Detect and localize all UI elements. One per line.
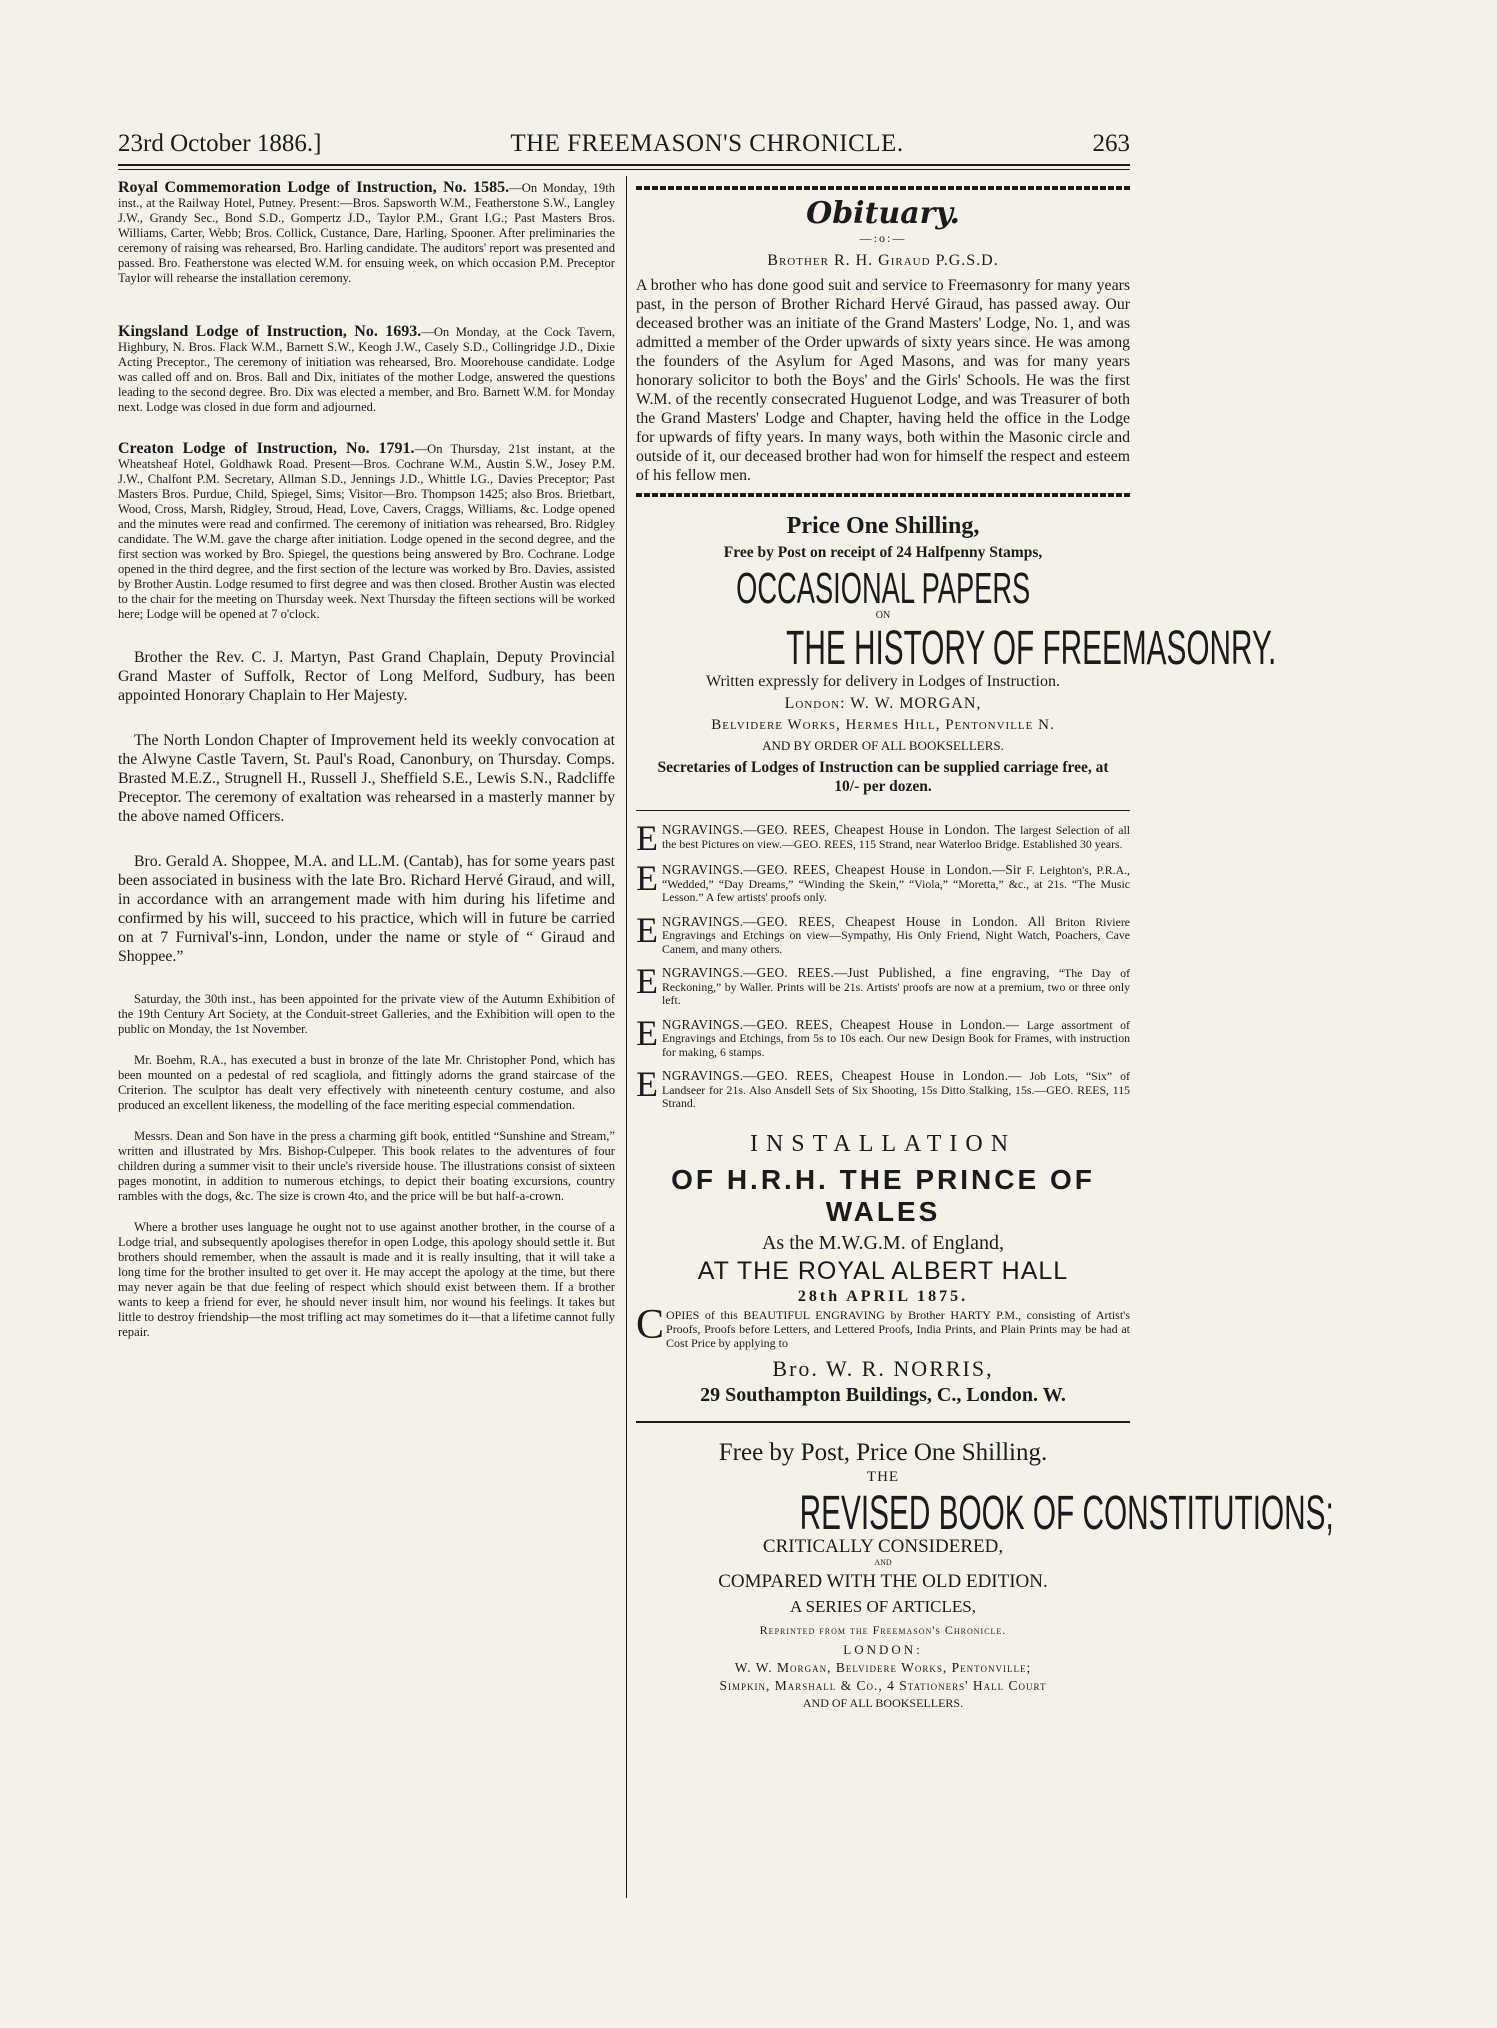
op-title-occasional: OCCASIONAL PAPERS: [735, 564, 1031, 613]
issue-date: 23rd October 1886.]: [118, 130, 322, 157]
shoppee-paragraph: Bro. Gerald A. Shoppee, M.A. and LL.M. (Cantab), has for some years past been associated in business with the late Bro. Richard Hervé Giraud, and will, in accordance with an arrangement made with him during his lifetime and confirmed by his will, succeed to his practice, which will in future be carried on at 7 Furnival's-inn, London, under the name or style of “ Giraud and Shoppee.”: [118, 853, 615, 965]
rb-compared: COMPARED WITH THE OLD EDITION.: [718, 1570, 1048, 1592]
op-title-history: THE HISTORY OF FREEMASONRY.: [786, 622, 1277, 675]
apology-paragraph: Where a brother uses language he ought not to use against another brother, in the course of a Lodge trial, and subsequently apologises therefor in open Lodge, this apology should settle it. But brothers should remember, when the assault is made and it is really insulting, that it will take a long time for the brother insulted to get over it. He may accept the apology at the time, but there may never again be that due feeling of respect which should exist between them. If a brother wants to keep a friend for ever, he should never insult him, nor wound his feelings. It takes but little to destroy friendship—the most trifling act may sometimes do it—that a lifetime cannot fully repair.: [118, 1220, 615, 1339]
page-number: 263: [1092, 130, 1130, 157]
engraving-ad: E NGRAVINGS.—GEO. REES, Cheapest House in London. The largest Selection of all the best Pictures on view.—GEO. REES, 115 Strand, near Waterloo Bridge. Established 30 years.: [636, 818, 1130, 858]
boehm-paragraph: Mr. Boehm, R.A., has executed a bust in bronze of the late Mr. Christopher Pond, which has been mounted on a pedestal of red scagliola, and fittingly adorns the grand staircase of the Criterion. The sculptor has dealt very effectively with nineteenth century costume, and also produced an excellent likeness, the modelling of the face meriting especial commendation.: [118, 1053, 615, 1112]
kingsland-lodge-report: [118, 324, 615, 415]
obituary-body: A brother who has done good suit and service to Freemasonry for many years past, in the person of Brother Richard Hervé Giraud, has passed away. Our deceased brother was an initiate of the Grand Masters' Lodge, No. 1, and was admitted a member of the Order upwards of sixty years since. He was among the founders of the Asylum for Aged Masons, and was for many years honorary solicitor to both the Boys' and the Girls' Schools. He was the first W.M. of the recently consecrated Huguenot Lodge, and was Treasurer of both the Grand Masters' Lodge and Chapter, having held the office in the Lodge for upwards of fifty years. In many ways, both within the Masonic circle and outside of it, our deceased brother had won for himself the respect and esteem of his fellow men.: [636, 277, 1130, 484]
rb-simpkin: Simpkin, Marshall & Co., 4 Stationers' Hall Court: [719, 1677, 1047, 1693]
engraving-ad: E NGRAVINGS.—GEO. REES, Cheapest House in London.— Job Lots, “Six” of Landseer for 21s. Also Ansdell Sets of Six Shooting, 15s Ditto Stalking, 15s.—GEO. REES, 115 Strand.: [636, 1064, 1130, 1110]
op-secretaries: Secretaries of Lodges of Instruction can be supplied carriage free, at 10/- per dozen.: [657, 759, 1109, 795]
op-london: London: W. W. MORGAN,: [784, 695, 982, 712]
masthead-rule: [118, 164, 1130, 166]
rb-booksellers: AND OF ALL BOOKSELLERS.: [802, 1695, 964, 1710]
op-address: Belvidere Works, Hermes Hill, Pentonville N.: [711, 717, 1055, 733]
installation-prince: OF H.R.H. THE PRINCE OF WALES: [671, 1163, 1095, 1227]
installation-address: 29 Southampton Buildings, C., London. W.: [700, 1383, 1066, 1406]
installation-heading: INSTALLATION: [749, 1130, 1017, 1157]
rb-title: REVISED BOOK OF CONSTITUTIONS;: [799, 1486, 1334, 1540]
rb-london: LONDON:: [843, 1641, 923, 1657]
op-order: AND BY ORDER OF ALL BOOKSELLERS.: [762, 738, 1004, 753]
engraving-ads: [636, 818, 1130, 1111]
right-column: [636, 180, 1334, 1711]
obituary-ornament: —:o:—: [859, 231, 907, 245]
royal-lodge-body: —On Monday, 19th inst., at the Railway Hotel, Putney. Present:—Bros. Sapsworth W.M., Featherstone S.W., Langley J.W., Grandy Sec., Bond S.D., Gompertz J.D., Taylor P.M., Grant I.G.; Past Masters Bros. Williams, Carter, Webb; Bros. Collick, Custance, Dare, Harling, Spooner. After preliminaries the ceremony of raising was rehearsed, Bro. Harling candidate. The auditors' report was presented and passed. Bro. Featherstone was elected W.M. for ensuing week, on which occasion P.M. Preceptor Taylor will rehearse the installation ceremony.: [118, 181, 616, 285]
op-written: Written expressly for delivery in Lodges of Instruction.: [706, 673, 1060, 690]
rb-critically: CRITICALLY CONSIDERED,: [762, 1535, 1004, 1557]
creaton-lodge-heading: Creaton Lodge of Instruction, No. 1791.: [118, 440, 415, 457]
creaton-lodge-report: [118, 441, 615, 622]
rb-series: A SERIES OF ARTICLES,: [789, 1596, 976, 1616]
engraving-ad: E NGRAVINGS.—GEO. REES.—Just Published, a fine engraving, “The Day of Reckoning,” by Waller. Prints will be 21s. Artists' proofs are now at a premium, two or three only left.: [636, 961, 1130, 1007]
masthead-rule-thin: [118, 169, 1130, 170]
rb-and: AND: [874, 1557, 892, 1567]
north-london-paragraph: The North London Chapter of Improvement held its weekly convocation at the Alwyne Castle Tavern, St. Paul's Road, Canonbury, on Thursday. Comps. Brasted M.E.Z., Strugnell H., Russell J., Sheffield S.E., Lewis S.N., Radcliffe Preceptor. The ceremony of exaltation was rehearsed in a masterly manner by the above named Officers.: [118, 732, 615, 825]
exhibition-paragraph: Saturday, the 30th inst., has been appointed for the private view of the Autumn Exhibition of the 19th Century Art Society, at the Conduit-street Galleries, and the Exhibition will open to the public on Monday, the 1st November.: [118, 992, 615, 1036]
column-divider: [626, 176, 627, 1898]
op-price: Price One Shilling,: [786, 513, 980, 539]
installation-copies: COPIES of this BEAUTIFUL ENGRAVING by Brother HARTY P.M., consisting of Artist's Proofs, Proofs before Letters, and Lettered Proofs, India Prints, and Plain Prints may be had at Cost Price by applying to: [636, 1301, 1130, 1350]
engraving-ad: E NGRAVINGS.—GEO. REES, Cheapest House in London. All Briton Riviere Engravings and Etchings on view—Sympathy, His Only Friend, Night Watch, Poachers, Cave Canem, and many others.: [636, 909, 1130, 956]
rb-the: THE: [866, 1468, 900, 1485]
kingsland-lodge-heading: Kingsland Lodge of Instruction, No. 1693.: [118, 323, 422, 340]
masthead: [118, 128, 1130, 158]
installation-mwgm: As the M.W.G.M. of England,: [761, 1231, 1005, 1254]
publication-title: THE FREEMASON'S CHRONICLE.: [510, 130, 904, 157]
martyn-paragraph: Brother the Rev. C. J. Martyn, Past Grand Chaplain, Deputy Provincial Grand Master of Suffolk, Rector of Long Melford, Sudbury, has been appointed Honorary Chaplain to Her Majesty.: [118, 649, 615, 704]
rb-free-by-post: Free by Post, Price One Shilling.: [718, 1438, 1048, 1466]
top-rule: [636, 186, 1130, 190]
dean-paragraph: Messrs. Dean and Son have in the press a charming gift book, entitled “Sunshine and Stream,” written and illustrated by Mrs. Bishop-Culpeper. This book relates to the adventures of four children during a summer visit to their uncle's riverside house. The illustrations consist of sixteen pages monotint, in addition to numerous etchings, to depict their boating excursions, country rambles with the dogs, &c. The size is crown 4to, and the price will be but half-a-crown.: [118, 1129, 615, 1203]
rb-reprinted: Reprinted from the Freemason's Chronicle.: [759, 1622, 1007, 1637]
installation-albert-hall: AT THE ROYAL ALBERT HALL: [697, 1256, 1069, 1285]
installation-norris: Bro. W. R. NORRIS,: [772, 1355, 994, 1381]
op-on: ON: [875, 610, 891, 621]
obituary-subject: Brother R. H. Giraud P.G.S.D.: [767, 252, 999, 269]
obituary-end-rule: [636, 493, 1130, 497]
royal-lodge-heading: Royal Commemoration Lodge of Instruction, No. 1585.: [118, 179, 510, 196]
obituary-heading: Obituary.: [806, 196, 960, 231]
creaton-lodge-body: —On Thursday, 21st instant, at the Wheatsheaf Hotel, Goldhawk Road. Present—Bros. Cochrane W.M., Austin S.W., Josey P.M. J.W., Chalfont P.M. Secretary, Allman S.D., Jennings J.D., Whittle I.G., Davies Preceptor; Past Masters Bros. Purdue, Child, Spiegel, Sims; Visitor—Bro. Thompson 1425; also Bros. Brietbart, Wood, Cross, Marsh, Ridgley, Stroud, Head, Love, Cavers, Craggs, Williams, &c. Lodge opened and the minutes were read and confirmed. The ceremony of initiation was rehearsed, Bro. Ridgley candidate. The W.M. gave the charge after initiation. Lodge opened in the second degree, and the first section was worked by Bro. Spiegel, the questions being answered by Bro. Cochrane. Lodge opened in the third degree, and the first section of the lecture was worked by Bro. Davies, assisted by Brother Austin. Lodge resumed to first degree and was then closed. Brother Austin was elected to the chair for the meeting on Thursday week. Next Thursday the fifteen sections will be worked here; Lodge will be opened at 7 o'clock.: [118, 442, 616, 621]
engraving-ad: E NGRAVINGS.—GEO. REES, Cheapest House in London.— Large assortment of Engravings and Etchings, from 5s to 10s each. Our new Design Book for Frames, with instruction for making, 6 stamps.: [636, 1012, 1130, 1059]
engraving-ad: E NGRAVINGS.—GEO. REES, Cheapest House in London.—Sir F. Leighton's, P.R.A., “Wedded,” “Day Dreams,” “Winding the Skein,” “Viola,” “Moretta,” &c., at 21s. “The Music Lesson.” A few artists' proofs only.: [636, 858, 1130, 904]
royal-lodge-report: [118, 180, 615, 286]
installation-date: 28th APRIL 1875.: [797, 1287, 969, 1305]
kingsland-lodge-body: —On Monday, at the Cock Tavern, Highbury, N. Bros. Flack W.M., Barnett S.W., Keogh J.W., Casely S.D., Collingridge J.D., Dixie Acting Preceptor., The ceremony of initiation was rehearsed, Bro. Moorehouse candidate. Lodge was called off and on. Bros. Ball and Dix, initiates of the mother Lodge, answered the questions leading to the second degree. Bro. Dix was elected a member, and Bro. Barnett W.M. for Monday next. Lodge was closed in due form and adjourned.: [118, 325, 615, 414]
left-column: [118, 180, 615, 1340]
op-free-by-post: Free by Post on receipt of 24 Halfpenny Stamps,: [723, 544, 1043, 561]
rb-morgan: W. W. Morgan, Belvidere Works, Pentonville;: [734, 1659, 1032, 1675]
